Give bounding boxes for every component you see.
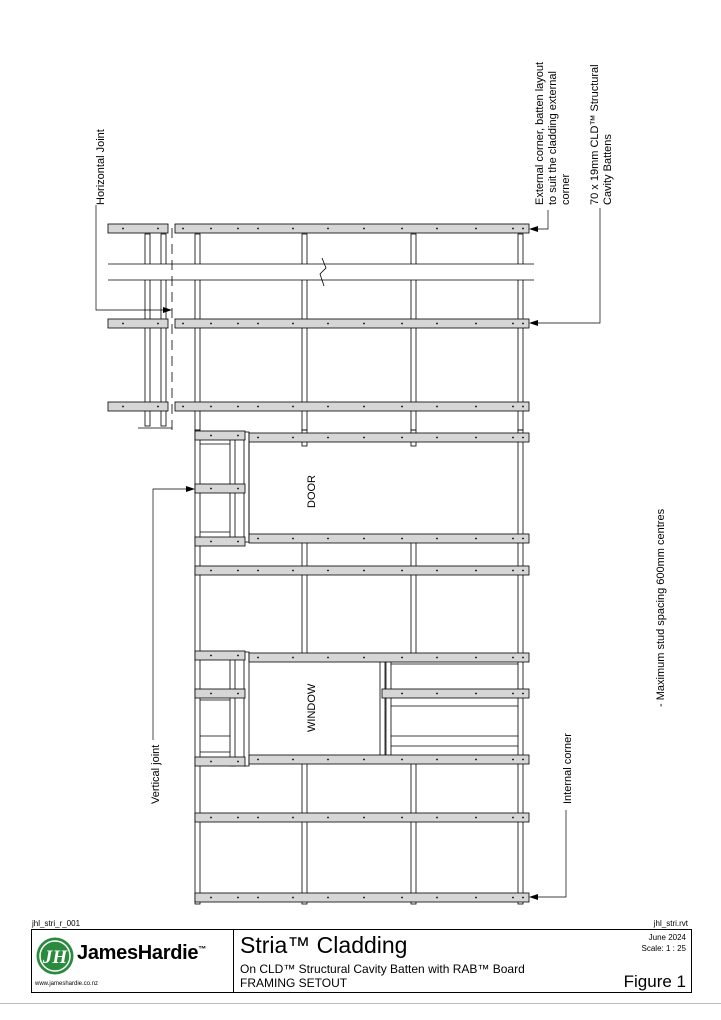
fixing-dot (363, 538, 365, 540)
arrowhead-icon (529, 320, 538, 326)
fixing-dot (512, 538, 514, 540)
fixing-dot (210, 488, 212, 490)
batten (382, 689, 529, 698)
arrowhead-icon (163, 307, 172, 313)
stud (195, 234, 200, 430)
issue-date: June 2024 (648, 933, 686, 942)
leader-batten (531, 208, 600, 323)
external-corner-label-2: to suit the cladding external (547, 71, 559, 205)
fixing-dot (210, 693, 212, 695)
leader-internal-corner (531, 810, 566, 897)
batten (108, 224, 168, 233)
fixing-dot (512, 323, 514, 325)
batten (195, 893, 529, 902)
fixing-dot (363, 817, 365, 819)
fixing-dot (522, 817, 524, 819)
fixing-dot (257, 538, 259, 540)
fixing-dot (182, 323, 184, 325)
fixing-dot (522, 406, 524, 408)
fixing-dot (292, 538, 294, 540)
fixing-dot (327, 657, 329, 659)
fixing-dot (475, 759, 477, 761)
fixing-dot (522, 323, 524, 325)
fixing-dot (257, 897, 259, 899)
fixing-dot (257, 759, 259, 761)
fixing-dot (327, 570, 329, 572)
fixing-dot (292, 897, 294, 899)
stud (302, 234, 307, 430)
fixing-dot (292, 406, 294, 408)
fixing-dot (512, 437, 514, 439)
stud (411, 760, 416, 904)
page-bottom-rule (0, 1003, 721, 1004)
fixing-dot (475, 538, 477, 540)
vertical-joint-label: Vertical joint (150, 744, 162, 804)
fixing-dot (475, 817, 477, 819)
fixing-dot (436, 437, 438, 439)
fixing-dot (122, 228, 124, 230)
fixing-dot (512, 228, 514, 230)
fixing-dot (512, 897, 514, 899)
fixing-dot (401, 759, 403, 761)
fixing-dot (363, 570, 365, 572)
fixing-dot (475, 437, 477, 439)
batten (108, 402, 168, 411)
drawing-ref-right: jhl_stri.rvt (653, 919, 688, 928)
fixing-dot (292, 759, 294, 761)
fixing-dot (436, 657, 438, 659)
fixing-dot (522, 759, 524, 761)
fixing-dot (363, 657, 365, 659)
fixing-dot (257, 817, 259, 819)
fixing-dot (512, 817, 514, 819)
fixing-dot (237, 323, 239, 325)
arrowhead-icon (186, 486, 195, 492)
stud (145, 234, 150, 426)
fixing-dot (401, 406, 403, 408)
fixing-dot (401, 437, 403, 439)
stud (411, 234, 416, 430)
fixing-dot (401, 570, 403, 572)
leader-external-corner (531, 210, 548, 229)
fixing-dot (257, 657, 259, 659)
fixing-dot (237, 228, 239, 230)
trimmer-stud (244, 652, 249, 766)
fixing-dot (436, 817, 438, 819)
window-jamb (386, 660, 391, 760)
fixing-dot (475, 228, 477, 230)
fixing-dot (475, 897, 477, 899)
fixing-dot (363, 759, 365, 761)
fixing-dot (327, 817, 329, 819)
drawing-ref-left: jhl_stri_r_001 (32, 919, 81, 928)
leader-horizontal-joint (96, 205, 170, 310)
fixing-dot (237, 541, 239, 543)
fixing-dot (292, 657, 294, 659)
batten (249, 534, 529, 543)
batten-label-1: 70 x 19mm CLD™ Structural (589, 64, 601, 205)
svg-text:JH: JH (42, 947, 68, 968)
fixing-dot (512, 406, 514, 408)
fixing-dot (327, 437, 329, 439)
fixing-dot (436, 538, 438, 540)
lower-battens (195, 431, 529, 902)
fixing-dot (401, 228, 403, 230)
fixing-dot (522, 693, 524, 695)
batten (249, 653, 529, 662)
fixing-dot (237, 435, 239, 437)
james-hardie-logo-icon (35, 936, 75, 976)
fixing-dot (210, 541, 212, 543)
fixing-dot (522, 228, 524, 230)
fixing-dot (292, 570, 294, 572)
fixing-dot (182, 406, 184, 408)
internal-corner-label: Internal corner (562, 733, 574, 804)
fixing-dot (210, 761, 212, 763)
fixing-dot (257, 228, 259, 230)
fixing-dot (522, 570, 524, 572)
fixing-dot (436, 693, 438, 695)
fixing-dot (436, 228, 438, 230)
fixing-dot (210, 228, 212, 230)
fixing-dot (157, 228, 159, 230)
fixing-dot (436, 759, 438, 761)
fixing-dot (512, 759, 514, 761)
stud (411, 540, 416, 658)
stud (161, 234, 166, 426)
fixing-dot (363, 897, 365, 899)
lower-framing (195, 430, 523, 904)
fixing-dot (327, 323, 329, 325)
document-subtitle: On CLD™ Structural Cavity Batten with RAB™ Board (240, 962, 525, 976)
fixing-dot (257, 437, 259, 439)
fixing-dot (475, 657, 477, 659)
fixing-dot (436, 406, 438, 408)
fixing-dot (237, 488, 239, 490)
arrowhead-icon (529, 894, 538, 900)
fixing-dot (363, 323, 365, 325)
fixing-dot (512, 657, 514, 659)
fixing-dot (512, 570, 514, 572)
fixing-dot (292, 323, 294, 325)
batten (195, 813, 529, 822)
website-url: www.jameshardie.co.nz (35, 981, 99, 987)
fixing-dot (327, 406, 329, 408)
drawing-scale: Scale: 1 : 25 (641, 944, 686, 953)
fixing-dot (522, 897, 524, 899)
fixing-dot (475, 323, 477, 325)
stud (518, 430, 523, 904)
batten-label-2: Cavity Battens (602, 134, 614, 205)
fixing-dot (237, 897, 239, 899)
fixing-dot (363, 437, 365, 439)
leader-vertical-joint (153, 489, 193, 740)
batten (195, 566, 529, 575)
fixing-dot (237, 655, 239, 657)
figure-number: Figure 1 (623, 972, 686, 991)
fixing-dot (292, 437, 294, 439)
fixing-dot (237, 406, 239, 408)
fixing-dot (292, 228, 294, 230)
fixing-dot (475, 693, 477, 695)
upper-framing (108, 228, 534, 430)
fixing-dot (210, 570, 212, 572)
horizontal-joint-label: Horizontal Joint (95, 129, 107, 205)
fixing-dot (401, 323, 403, 325)
document-subtitle-2: FRAMING SETOUT (240, 976, 348, 990)
fixing-dot (210, 817, 212, 819)
fixing-dot (401, 538, 403, 540)
stud (302, 540, 307, 658)
window-jamb (380, 660, 385, 760)
fixing-dot (257, 406, 259, 408)
fixing-dot (401, 693, 403, 695)
door-label: DOOR (306, 475, 318, 508)
batten (108, 319, 168, 328)
fixing-dot (237, 817, 239, 819)
brand-name: JamesHardie (77, 942, 199, 964)
fixing-dot (522, 657, 524, 659)
fixing-dot (327, 538, 329, 540)
external-corner-label-1: External corner, batten layout (534, 61, 546, 205)
fixing-dot (475, 406, 477, 408)
fixing-dot (401, 817, 403, 819)
stud (195, 430, 200, 904)
fixing-dot (210, 323, 212, 325)
title-block (31, 929, 692, 993)
batten (249, 755, 529, 764)
fixing-dot (327, 228, 329, 230)
fixing-dot (436, 570, 438, 572)
fixing-dot (210, 435, 212, 437)
stud-spacing-note: - Maximum stud spacing 600mm centres (655, 508, 667, 707)
fixing-dot (157, 406, 159, 408)
fixing-dot (327, 897, 329, 899)
stud (518, 234, 523, 430)
fixing-dot (122, 406, 124, 408)
fixing-dot (522, 538, 524, 540)
fixing-dot (237, 693, 239, 695)
fixing-dot (257, 323, 259, 325)
fixing-dot (327, 759, 329, 761)
batten (249, 433, 529, 442)
document-title: Stria™ Cladding (240, 932, 408, 958)
fixing-dot (436, 323, 438, 325)
fixing-dot (237, 570, 239, 572)
fixing-dot (210, 655, 212, 657)
stud (302, 760, 307, 904)
fixing-dot (401, 897, 403, 899)
fixing-dot (257, 570, 259, 572)
fixing-dot (237, 761, 239, 763)
fixing-dot (210, 897, 212, 899)
fixing-dot (182, 228, 184, 230)
fixing-dot (122, 323, 124, 325)
fixing-dot (522, 437, 524, 439)
fixing-dot (292, 817, 294, 819)
external-corner-label-3: corner (560, 173, 572, 205)
fixing-dot (512, 693, 514, 695)
brand-trademark: ™ (198, 944, 206, 954)
fixing-dot (363, 228, 365, 230)
upper-battens (108, 224, 529, 411)
fixing-dot (363, 406, 365, 408)
fixing-dot (157, 323, 159, 325)
window-label: WINDOW (306, 683, 318, 732)
logo-cell (32, 930, 234, 992)
fixing-dot (436, 897, 438, 899)
fixing-dot (401, 657, 403, 659)
brand-wordmark (77, 942, 206, 965)
fixing-dot (210, 406, 212, 408)
trimmer-stud (230, 652, 235, 766)
arrowhead-icon (529, 226, 538, 232)
fixing-dot (475, 570, 477, 572)
